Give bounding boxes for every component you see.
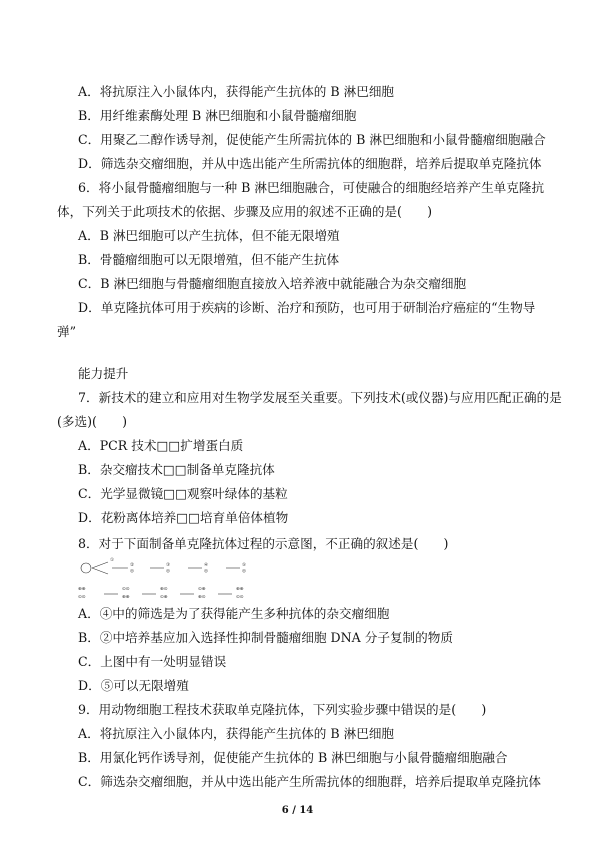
svg-text:⊙⊙: ⊙⊙ (236, 595, 244, 600)
svg-text:⊕⊙: ⊕⊙ (160, 587, 168, 592)
q7-stem-line1: 7．新技术的建立和应用对生物学发展至关重要。下列技术(或仪器)与应用匹配正确的是 (78, 390, 562, 405)
q7-option-c: C．光学显微镜□□观察叶绿体的基粒 (78, 486, 288, 501)
q7-option-b: B．杂交瘤技术□□制备单克隆抗体 (78, 462, 275, 477)
page-number: 6 / 14 (281, 805, 314, 816)
q8-option-c: C．上图中有一处明显错误 (78, 654, 227, 669)
q5-option-c: C．用聚乙二醇作诱导剂，促使能产生所需抗体的 B 淋巴细胞和小鼠骨髓瘤细胞融合 (78, 132, 546, 147)
q5-option-b: B．用纤维素酶处理 B 淋巴细胞和小鼠骨髓瘤细胞 (78, 108, 357, 123)
q9-option-c: C．筛选杂交瘤细胞，并从中选出能产生所需抗体的细胞群，培养后提取单克隆抗体 (78, 774, 542, 789)
svg-text:②: ② (130, 563, 135, 568)
q9-option-b: B．用氯化钙作诱导剂，促使能产生抗体的 B 淋巴细胞与小鼠骨髓瘤细胞融合 (78, 750, 508, 765)
svg-text:⊕⊕: ⊕⊕ (236, 587, 244, 592)
q7-option-a: A．PCR 技术□□扩增蛋白质 (78, 438, 244, 453)
svg-text:⊙⊙: ⊙⊙ (122, 587, 130, 592)
q6-stem-line2: 体，下列关于此项技术的依据、步骤及应用的叙述不正确的是( ) (57, 204, 433, 219)
svg-text:⊕⊙: ⊕⊙ (198, 595, 206, 600)
svg-text:⊕⊕: ⊕⊕ (78, 587, 86, 592)
svg-text:⊙⊕: ⊙⊕ (198, 587, 206, 592)
q6-option-d-line1: D．单克隆抗体可用于疾病的诊断、治疗和预防，也可用于研制治疗癌症的“生物导 (78, 300, 536, 315)
q8-option-d: D．⑤可以无限增殖 (78, 678, 189, 693)
q5-option-a: A．将抗原注入小鼠体内，获得能产生抗体的 B 淋巴细胞 (78, 84, 395, 99)
section-title: 能力提升 (78, 366, 129, 381)
svg-text:◎: ◎ (204, 569, 208, 574)
monoclonal-antibody-diagram (76, 556, 272, 606)
svg-text:◎: ◎ (166, 569, 170, 574)
q9-option-a: A．将抗原注入小鼠体内，获得能产生抗体的 B 淋巴细胞 (78, 726, 395, 741)
svg-text:⑤: ⑤ (242, 563, 247, 568)
q6-option-c: C．B 淋巴细胞与骨髓瘤细胞直接放入培养液中就能融合为杂交瘤细胞 (78, 276, 467, 291)
svg-text:④: ④ (204, 563, 209, 568)
q7-option-d: D．花粉离体培养□□培育单倍体植物 (78, 510, 289, 525)
q8-option-a: A．④中的筛选是为了获得能产生多种抗体的杂交瘤细胞 (78, 606, 390, 621)
svg-text:①: ① (110, 558, 115, 563)
q7-stem-line2: (多选)( ) (57, 414, 128, 429)
svg-text:③: ③ (166, 563, 171, 568)
q6-stem-line1: 6．将小鼠骨髓瘤细胞与一种 B 淋巴细胞融合，可使融合的细胞经培养产生单克隆抗 (78, 180, 545, 195)
diagram-figure (76, 556, 272, 606)
svg-text:⊕⊕: ⊕⊕ (122, 595, 130, 600)
svg-text:⊙⊙: ⊙⊙ (78, 595, 86, 600)
q6-option-b: B．骨髓瘤细胞可以无限增殖，但不能产生抗体 (78, 252, 340, 267)
q8-stem: 8．对于下面制备单克隆抗体过程的示意图，不正确的叙述是( ) (78, 536, 449, 551)
q6-option-d-line2: 弹” (57, 324, 77, 339)
q8-option-b: B．②中培养基应加入选择性抑制骨髓瘤细胞 DNA 分子复制的物质 (78, 630, 453, 645)
q5-option-d: D．筛选杂交瘤细胞，并从中选出能产生所需抗体的细胞群，培养后提取单克隆抗体 (78, 156, 542, 171)
svg-text:⊙⊕: ⊙⊕ (160, 595, 168, 600)
q9-stem: 9．用动物细胞工程技术获取单克隆抗体，下列实验步骤中错误的是( ) (78, 702, 487, 717)
svg-text:◎: ◎ (242, 569, 246, 574)
svg-text:◎: ◎ (130, 569, 134, 574)
q6-option-a: A．B 淋巴细胞可以产生抗体，但不能无限增殖 (78, 228, 340, 243)
